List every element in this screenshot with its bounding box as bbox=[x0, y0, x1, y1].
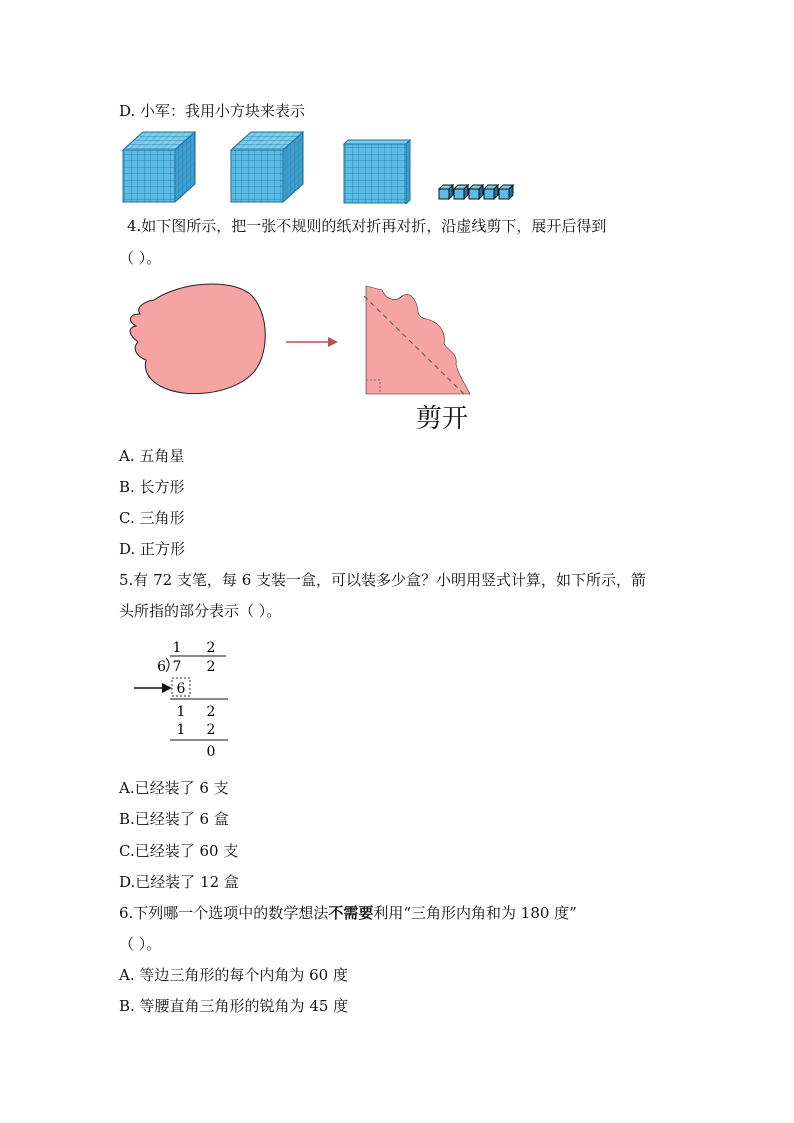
q4-stem-line1: 4.如下图所示，把一张不规则的纸对折再对折，沿虚线剪下，展开后得到 bbox=[127, 217, 607, 235]
q6-stem-prefix: 6.下列哪一个选项中的数学想法 bbox=[119, 904, 329, 922]
unit-cubes bbox=[439, 185, 513, 199]
q5-stem-line2: 头所指的部分表示（ ）。 bbox=[119, 602, 282, 620]
divisor: 6 bbox=[157, 659, 166, 675]
irregular-paper-shape bbox=[130, 284, 265, 394]
base-ten-blocks-figure bbox=[118, 128, 528, 204]
division-step-2-ones: 2 bbox=[206, 704, 216, 720]
q4-stem-line2: （ ）。 bbox=[119, 249, 162, 267]
paper-folding-figure bbox=[120, 278, 480, 403]
quotient-ones: 2 bbox=[206, 640, 216, 656]
dividend-tens: 7 bbox=[172, 659, 182, 675]
quotient-tens: 1 bbox=[172, 640, 182, 656]
hundred-flat bbox=[344, 140, 410, 204]
thousand-cube-1 bbox=[123, 132, 195, 202]
q4-option-c: C. 三角形 bbox=[119, 509, 185, 527]
q4-option-a: A. 五角星 bbox=[119, 447, 185, 465]
division-remainder: 0 bbox=[206, 744, 216, 760]
q6-stem-suffix: 利用“三角形内角和为 180 度” bbox=[373, 904, 577, 922]
cut-label: 剪开 bbox=[416, 404, 469, 434]
q6-stem-line2: （ ）。 bbox=[119, 935, 162, 953]
q5-option-c: C.已经装了 60 支 bbox=[119, 842, 239, 860]
q5-option-d: D.已经装了 12 盒 bbox=[119, 873, 239, 891]
dividend-ones: 2 bbox=[206, 659, 216, 675]
q6-option-a: A. 等边三角形的每个内角为 60 度 bbox=[119, 966, 348, 984]
arrow-right-icon bbox=[286, 337, 338, 347]
q6-option-b: B. 等腰直角三角形的锐角为 45 度 bbox=[119, 997, 349, 1015]
q4-option-b: B. 长方形 bbox=[119, 478, 185, 496]
thousand-cube-2 bbox=[231, 132, 303, 202]
division-step-3-ones: 2 bbox=[206, 722, 216, 738]
q5-option-b: B.已经装了 6 盒 bbox=[119, 810, 229, 828]
division-step-2-tens: 1 bbox=[176, 704, 186, 720]
q6-stem-emphasis: 不需要 bbox=[328, 904, 374, 922]
q5-option-a: A.已经装了 6 支 bbox=[119, 779, 229, 797]
folded-paper-shape bbox=[366, 286, 470, 394]
division-step-3-tens: 1 bbox=[176, 722, 186, 738]
long-division-figure bbox=[130, 636, 240, 762]
q5-stem-line1: 5.有 72 支笔，每 6 支装一盒，可以装多少盒？小明用竖式计算，如下所示，箭 bbox=[119, 571, 647, 589]
q3-option-d: D. 小军：我用小方块来表示 bbox=[119, 102, 306, 120]
q6-stem-line1 bbox=[119, 903, 577, 923]
q4-option-d: D. 正方形 bbox=[119, 540, 186, 558]
division-step-1: 6 bbox=[176, 681, 186, 697]
pointer-arrow-icon bbox=[134, 683, 172, 693]
